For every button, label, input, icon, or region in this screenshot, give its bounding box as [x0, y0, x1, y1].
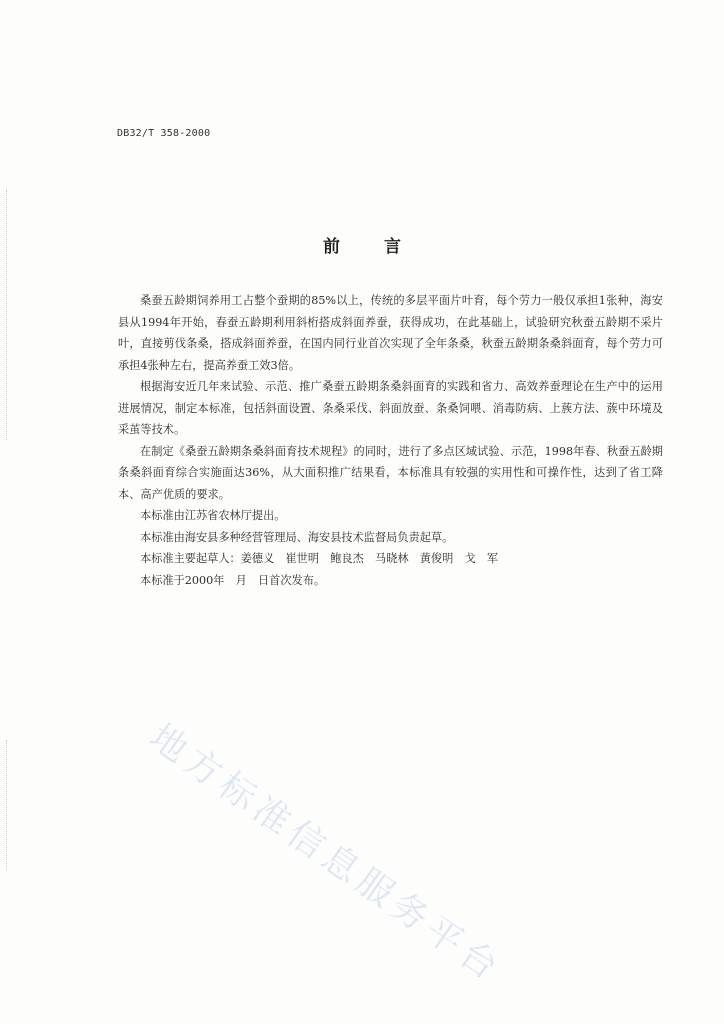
paragraph: 本标准主要起草人：姜德义 崔世明 鲍良杰 马晓林 黄俊明 戈 军	[140, 552, 499, 565]
scan-edge-marks	[6, 740, 8, 870]
document-code: DB32/T 358-2000	[117, 128, 211, 139]
scan-edge-marks	[6, 190, 8, 440]
paragraph: 根据海安近几年来试验、示范、推广桑蚕五龄期条桑斜面育的实践和省力、高效养蚕理论在生产中的运用进展情况，制定本标准，包括斜面设置、条桑采伐、斜面放蚕、条桑饲喂、消毒防病、上蔟方法、蔟中环境及采茧等技术。	[118, 380, 663, 436]
page-title: 前言	[323, 237, 445, 257]
foreword-body	[118, 290, 663, 591]
watermark: 地方标准信息服务平台	[141, 716, 510, 992]
paragraph: 本标准由江苏省农林厅提出。	[140, 509, 286, 522]
paragraph: 桑蚕五龄期饲养用工占整个蚕期的85%以上，传统的多层平面片叶育，每个劳力一般仅承担1张种，海安县从1994年开始，春蚕五龄期利用斜桁搭成斜面养蚕，获得成功，在此基础上，试验研究秋蚕五龄期不采片叶，直接剪伐条桑，搭成斜面养蚕，在国内同行业首次实现了全年条桑，秋蚕五龄期条桑斜面育，每个劳力可承担4张种左右，提高养蚕工效3倍。	[118, 294, 663, 372]
paragraph: 本标准由海安县多种经营管理局、海安县技术监督局负责起草。	[140, 530, 454, 544]
paragraph: 本标准于2000年 月 日首次发布。	[140, 573, 326, 587]
paragraph: 在制定《桑蚕五龄期条桑斜面育技术规程》的同时，进行了多点区域试验、示范，1998年春、秋蚕五龄期条桑斜面育综合实施面达36%，从大面积推广结果看，本标准具有较强的实用性和可操作性，达到了省工降本、高产优质的要求。	[118, 444, 663, 501]
